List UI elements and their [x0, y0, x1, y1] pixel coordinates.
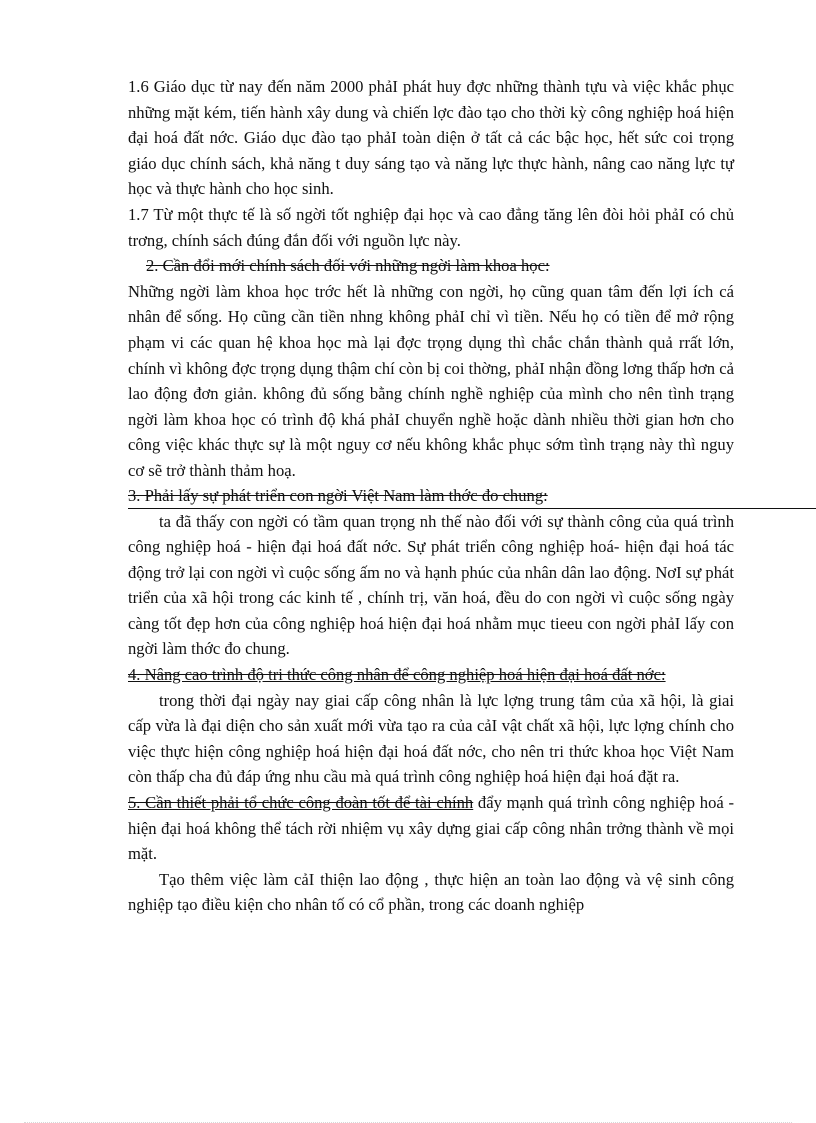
document-page	[128, 74, 734, 918]
heading-3-text: 3. Phải lấy sự phát triển con ngời Việt Nam làm thớc đo chung:	[128, 485, 548, 505]
paragraph-1-6: 1.6 Giáo dục từ nay đến năm 2000 phảI phát huy đợc những thành tựu và việc khắc phục những mặt kém, tiến hành xây dung và chiến lợc đào tạo cho thời kỳ công nghiệp hoá hiện đại hoá đất nớc. Giáo dục đào tạo phảI toàn diện ở tất cả các bậc học, hết sức coi trọng giáo dục chính sách, khả năng t duy sáng tạo và năng lực thực hành, nâng cao năng lực tự học và thực hành cho học sinh.	[128, 77, 734, 199]
paragraph-5	[128, 790, 734, 867]
paragraph-6: Tạo thêm việc làm cảI thiện lao động , thực hiện an toàn lao động và vệ sinh công nghiệp tạo điều kiện cho nhân tố có cổ phần, trong các doanh nghiệp	[128, 869, 734, 915]
heading-2-text: 2. Cần đổi mới chính sách đối với những ngời làm khoa học:	[146, 256, 550, 276]
heading-4	[128, 662, 734, 688]
paragraph-2: Những ngời làm khoa học trớc hết là những con ngời, họ cũng quan tâm đến lợi ích cá nhân để sống. Họ cũng cần tiền nhng không phảI chỉ vì tiền. Nếu họ có tiền để mở rộng phạm vi các quan hệ khoa học mà lại đợc trọng dụng thì chắc chắn thành quả rrất lớn, chính vì không đợc trọng dụng thậm chí còn bị coi thờng, phảI nhận đồng lơng thấp hơn cả lao động đơn giản. không đủ sống bằng chính nghề nghiệp của mình cho nên tình trạng ngời làm khoa học có trình độ khá phảI chuyển nghề hoặc dành nhiều thời gian hơn cho công việc khác thực sự là một nguy cơ nếu không khắc phục sớm tình trạng này thì nguy cơ sẽ trở thành thảm hoạ.	[128, 281, 734, 480]
heading-2	[128, 253, 734, 279]
paragraph-3: ta đã thấy con ngời có tầm quan trọng nh thế nào đối với sự thành công của quá trình công nghiệp hoá - hiện đại hoá đất nớc. Sự phát triển công nghiệp hoá- hiện đại hoá tác động trở lại con ngời vì cuộc sống ấm no và hạnh phúc của nhân dân lao động. NơI sự phát triển của xã hội trong các kinh tế , chính trị, văn hoá, đều do con ngời vì cuộc sống ngày càng tốt đẹp hơn của công nghiệp hoá hiện đại hoá nhằm mục tieeu con ngời phảI lấy con ngời làm thớc đo chung.	[128, 511, 734, 659]
heading-3	[128, 484, 816, 509]
heading-4-text: 4. Nâng cao trình độ tri thức công nhân để công nghiệp hoá hiện đại hoá đất nớc:	[128, 665, 666, 685]
paragraph-4: trong thời đại ngày nay giai cấp công nhân là lực lợng trung tâm của xã hội, là giai cấp vừa là đại diện cho sản xuất mới vừa tạo ra của cảI vật chất xã hội, lực lợng chính cho việc thực hiện công nghiệp hoá hiện đại hoá đất nớc, cho nên tri thức khoa học Việt Nam còn thấp cha đủ đáp ứng nhu cầu mà quá trình công nghiệp hoá hiện đại hoá đặt ra.	[128, 690, 734, 787]
paragraph-5-text: đẩy mạnh quá trình công nghiệp hoá - hiện đại hoá không thể tách rời nhiệm vụ xây dựng giai cấp công nhân trởng thành về mọi mặt.	[128, 793, 734, 864]
heading-5-text: 5. Cần thiết phải tổ chức công đoàn tốt để tài chính	[128, 793, 474, 813]
paragraph-1-7: 1.7 Từ một thực tế là số ngời tốt nghiệp đại học và cao đẳng tăng lên đòi hỏi phảI có chủ trơng, chính sách đúng đắn đối với nguồn lực này.	[128, 204, 734, 250]
